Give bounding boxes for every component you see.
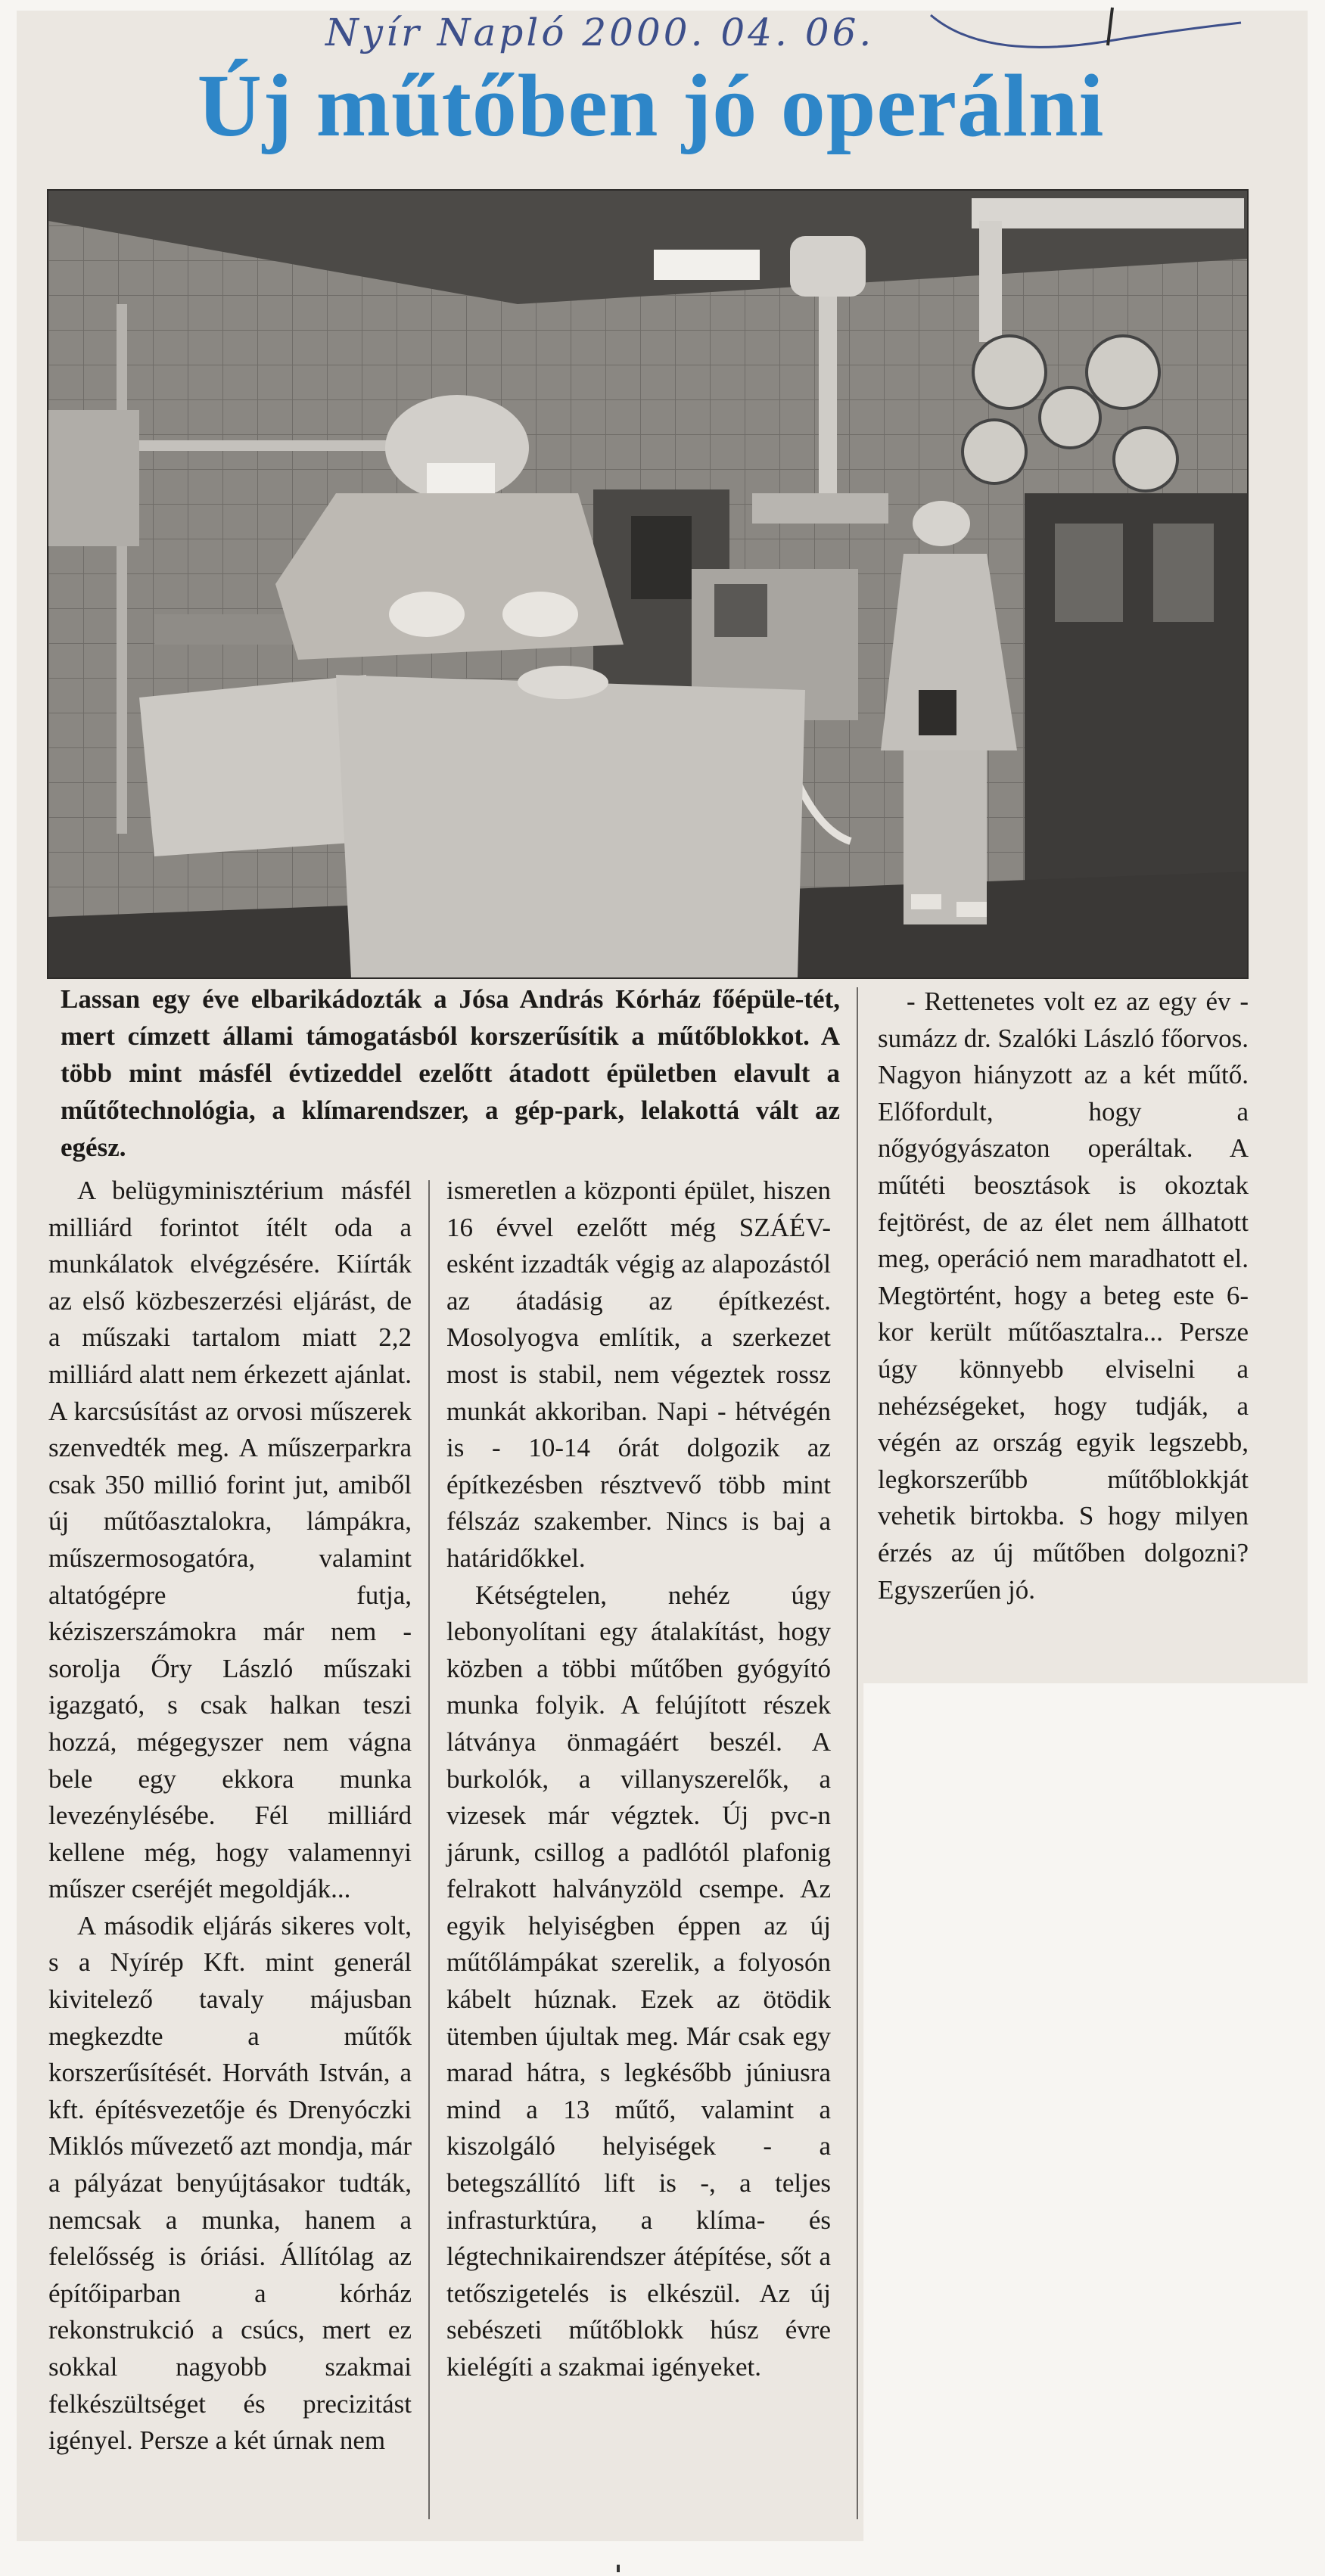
column-2 (446, 1173, 831, 2527)
column-1-paragraph-1: A belügyminisztérium másfél milliárd forintot ítélt oda a munkálatok elvégzésére. Kiírták az első közbeszerzési eljárást, de a műszaki tartalom miatt 2,2 milliárd alatt nem érkezett ajánlat. A karcsúsítást az orvosi műszerek szenvedték meg. A műszerparkra csak 350 millió forint jut, amiből új műtőasztalokra, lámpákra, műszermosogatóra, valamint altatógépre futja, kéziszerszámokra már nem - sorolja Őry László műszaki igazgató, s csak halkan teszi hozzá, mégegyszer nem vágna bele egy ekkora munka levezénylésébe. Fél milliárd kellene még, hogy valamennyi műszer cseréjét megoldják... (48, 1176, 412, 1904)
scan-mark (617, 2565, 620, 2572)
lead-paragraph: Lassan egy éve elbarikádozták a Jósa András Kórház főépüle-tét, mert címzett állami támogatásból korszerűsítik a műtőblokkot. A több mint másfél évtizeddel ezelőtt átadott épületben elavult a műtőtechnológia, a klímarendszer, a gép-park, lelakottá vált az egész. (61, 984, 840, 1162)
column-2-paragraph-2: Kétségtelen, nehéz úgy lebonyolítani egy átalakítást, hogy közben a többi műtőben gyógyító munka folyik. A felújított részek látványa önmagáért beszél. A burkolók, a villanyszerelők, a vizesek már végztek. Új pvc-n járunk, csillog a padlótól plafonig felrakott halványzöld csempe. Az egyik helyiségben éppen az új műtőlámpákat szerelik, a folyosón kábelt húznak. Ezek az ötödik ütemben újultak meg. Már csak egy marad hátra, s legkésőbb júniusra mind a 13 műtő, valamint a kiszolgáló helyiségek - a betegszállító lift is -, a teljes infrasturktúra, a klíma- és légtechnikairendszer átépítése, sőt a tetőszigetelés is elkészül. Az új sebészeti műtőblokk húsz évre kielégíti a szakmai igényeket. (446, 1580, 831, 2382)
column-3-paragraph-1: - Rettenetes volt ez az egy év - sumázz dr. Szalóki László főorvos. Nagyon hiányzott az a két műtő. Előfordult, hogy a nőgyógyászaton operáltak. A műtéti beosztások is okoztak fejtörést, de az élet nem állhatott meg, operáció nem maradhatott el. Megtörtént, hogy a beteg este 6-kor került műtőasztalra... Persze úgy könnyebb elviselni a nehézségeket, hogy tudják, a végén az ország egyik legszebb, legkorszerűbb műtőblokkját vehetik birtokba. S hogy milyen érzés az új műtőben dolgozni? Egyszerűen jó. (878, 987, 1249, 1605)
column-1-paragraph-2: A második eljárás sikeres volt, s a Nyírép Kft. mint generál kivitelező tavaly májusban megkezdte a műtők korszerűsítését. Horváth István, a kft. építésvezetője és Drenyóczki Miklós művezető azt mondja, már a pályázat benyújtásakor tudták, nemcsak a munka, hanem a felelősség is óriási. Állítólag az építőiparban a kórház rekonstrukció a csúcs, mert ez sokkal nagyobb szakmai felkészültséget és precizitást igényel. Persze a két úrnak nem (48, 1910, 412, 2456)
headline: Új műtőben jó operálni (197, 56, 1105, 155)
column-divider-1 (428, 1180, 430, 2519)
column-2-paragraph-1: ismeretlen a központi épület, hiszen 16 évvel ezelőtt még SZÁÉV-esként izzadták végig az alapozástól az átadásig az építkezést. Mosolyogva említik, a szerkezet most is stabil, nem végeztek rossz munkát akkoriban. Napi - hétvégén is - 10-14 órát dolgozik az építkezésben résztvevő több mint félszáz szakember. Nincs is baj a határidőkkel. (446, 1176, 831, 1573)
column-divider-2 (857, 987, 858, 2519)
column-1 (48, 1173, 412, 2527)
column-3 (878, 983, 1249, 1664)
operating-room-photo (47, 189, 1249, 979)
handwritten-scribble (923, 0, 1249, 61)
handwritten-source-note: Nyír Napló 2000. 04. 06. (325, 11, 875, 54)
